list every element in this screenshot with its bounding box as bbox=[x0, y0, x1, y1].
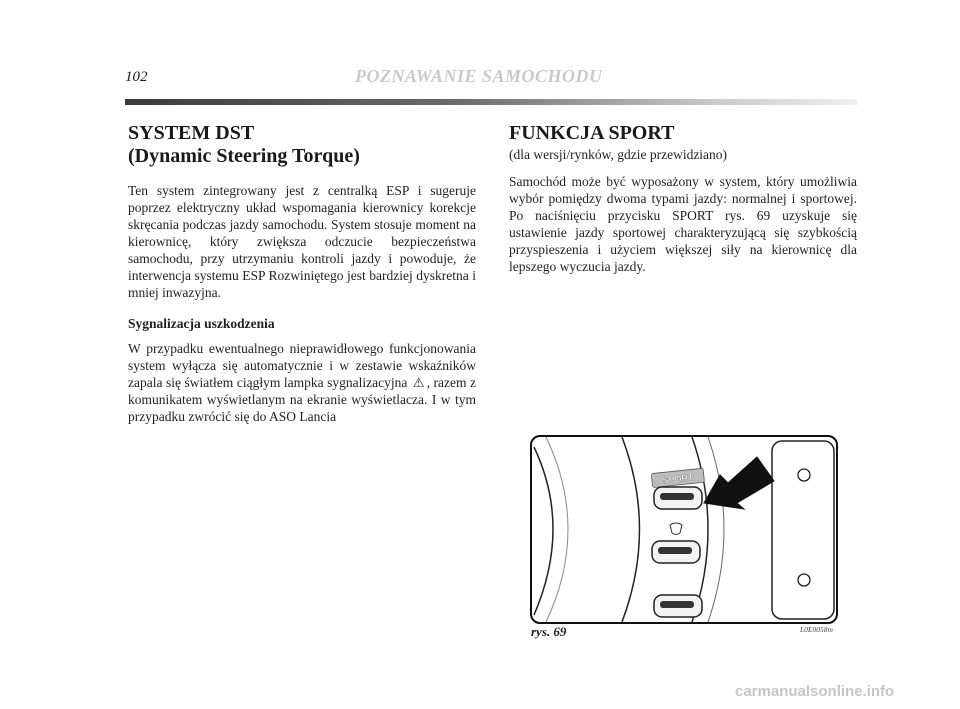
screw-top-icon bbox=[798, 469, 810, 481]
lower-button[interactable] bbox=[654, 595, 702, 617]
screw-bottom-icon bbox=[798, 574, 810, 586]
sport-label-text: SPORT bbox=[662, 472, 694, 486]
sport-button[interactable] bbox=[654, 487, 702, 509]
figure-code: L0E0058m bbox=[800, 625, 833, 634]
dst-intro-paragraph: Ten system zintegrowany jest z centralką ESP i sugeruje poprzez elektryczny układ wspomagania kierownicy korekcje skręcania podczas jazdy samochodu. System stosuje moment na kierownicę, który zwiększa odczucie bezpieczeństwa samochodu, przy utrzymaniu kontroli jazdy i powoduje, że interwencja systemu ESP Rozwiniętego jest bardziej dyskretna i mniej inwazyjna. bbox=[128, 183, 476, 300]
console-illustration bbox=[532, 437, 836, 622]
page-number: 102 bbox=[125, 69, 148, 85]
dst-heading bbox=[128, 122, 476, 168]
figure-caption: rys. 69 bbox=[531, 624, 567, 639]
fault-text-part1: W przypadku ewentualnego nieprawidłowego funkcjonowania system wyłącza się automatycznie i w zestawie wskaźników zapala się światłem ciągłym lampka sygnalizacyjna bbox=[128, 341, 476, 390]
sport-subtitle: (dla wersji/rynków, gdzie przewidziano) bbox=[509, 147, 728, 162]
dst-subtitle: (Dynamic Steering Torque) bbox=[128, 145, 360, 167]
shroud-curve-2 bbox=[546, 437, 568, 622]
console-edge-left bbox=[622, 437, 640, 622]
fault-text-part2: , razem z komunikatem wyświetlanym na ekranie wyświetlacza. I w tym przypadku zwrócić się do ASO Lancia bbox=[128, 375, 476, 424]
figure-sport-button bbox=[530, 435, 838, 624]
headlamp-leveling-button[interactable] bbox=[652, 523, 700, 563]
side-panel bbox=[772, 441, 834, 619]
pointer-arrow-icon bbox=[704, 457, 774, 509]
console-edge-middle bbox=[692, 437, 708, 622]
sport-paragraph: Samochód może być wyposażony w system, który umożliwia wybór pomiędzy dwoma typami jazdy: normalnej i sportowej. Po naciśnięciu przycisku SPORT rys. 69 uzyskuje się ustawienie jazdy sportowej charakteryzującą się szybkością przyspieszenia i użyciem większej siły na kierownicę dla lepszego wyczucia jazdy. bbox=[509, 174, 857, 274]
headlamp-icon bbox=[670, 523, 682, 535]
sport-heading: FUNKCJA SPORT bbox=[509, 122, 675, 144]
left-column bbox=[128, 122, 476, 425]
warning-triangle-icon: ⚠ bbox=[412, 375, 425, 390]
fault-heading: Sygnalizacja uszkodzenia bbox=[128, 316, 275, 331]
header-rule bbox=[125, 99, 857, 105]
right-column bbox=[509, 122, 857, 275]
fault-paragraph bbox=[128, 340, 476, 425]
dst-title: SYSTEM DST bbox=[128, 122, 255, 144]
running-title: POZNAWANIE SAMOCHODU bbox=[355, 66, 603, 86]
shroud-curve-1 bbox=[534, 447, 553, 615]
watermark: carmanualsonline.info bbox=[735, 683, 895, 700]
console-edge-right bbox=[708, 437, 724, 622]
